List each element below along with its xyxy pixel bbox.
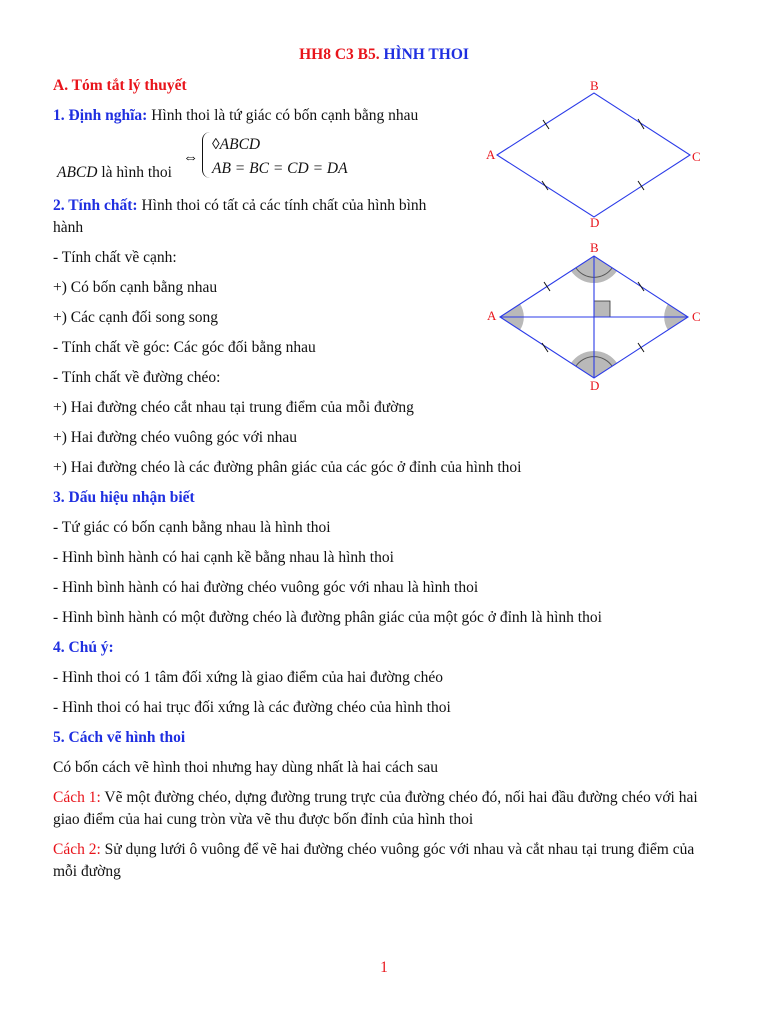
sign-item: - Tứ giác có bốn cạnh bằng nhau là hình thoi (53, 519, 331, 536)
condition-brace (202, 132, 211, 178)
property-item: +) Hai đường chéo vuông góc với nhau (53, 429, 298, 446)
condition-equal-sides: AB = BC = CD = DA (212, 160, 348, 177)
properties-text-cont: hành (53, 219, 84, 236)
property-item: - Tính chất về cạnh: (53, 249, 177, 266)
definition-line (53, 106, 418, 126)
title-topic: HÌNH THOI (383, 46, 469, 63)
method-1-label: Cách 1: (53, 789, 101, 806)
rhombus-figure (480, 75, 720, 235)
vertex-label-a: A (487, 308, 497, 323)
vertex-label-c: C (692, 309, 701, 324)
properties-line (53, 196, 426, 216)
drawing-method-2 (53, 839, 721, 883)
property-item: +) Hai đường chéo là các đường phân giác của các góc ở đỉnh của hình thoi (53, 459, 522, 476)
properties-text: Hình thoi có tất cả các tính chất của hình bình (141, 197, 427, 214)
tick-dc (638, 343, 644, 352)
note-item: - Hình thoi có 1 tâm đối xứng là giao điểm của hai đường chéo (53, 669, 444, 686)
signs-heading: 3. Dấu hiệu nhận biết (53, 489, 195, 506)
vertex-label-b: B (590, 78, 599, 93)
rhombus-diagonals-figure (480, 238, 720, 398)
method-1-text: Vẽ một đường chéo, dựng đường trung trực của đường chéo đó, nối hai đầu đường chéo với hai giao điểm của hai cung tròn vừa vẽ thu được bốn đỉnh của hình thoi (53, 789, 698, 828)
tick-ad (542, 181, 548, 190)
properties-heading: 2. Tính chất: (53, 197, 138, 214)
right-angle-mark (594, 301, 610, 317)
section-a-heading: A. Tóm tắt lý thuyết (53, 77, 187, 94)
tick-bc (638, 119, 644, 129)
property-item: +) Có bốn cạnh bằng nhau (53, 279, 218, 296)
definition-lhs (57, 163, 172, 183)
vertex-label-d: D (590, 215, 600, 230)
vertex-label-a: A (486, 147, 496, 162)
method-2-text: Sử dụng lưới ô vuông để vẽ hai đường chéo vuông góc với nhau và cắt nhau tại trung điểm của mỗi đường (53, 841, 695, 880)
title-code: HH8 C3 B5. (299, 46, 380, 63)
property-item: - Tính chất về đường chéo: (53, 369, 221, 386)
document-title (0, 45, 768, 65)
sign-item: - Hình bình hành có hai đường chéo vuông góc với nhau là hình thoi (53, 579, 479, 596)
definition-lhs-text: là hình thoi (97, 164, 172, 181)
tick-bc (638, 282, 644, 291)
definition-lhs-name: ABCD (57, 164, 98, 181)
tick-ab (544, 282, 550, 291)
drawing-heading: 5. Cách vẽ hình thoi (53, 729, 186, 746)
rhombus-outline (497, 93, 690, 217)
sign-item: - Hình bình hành có một đường chéo là đường phân giác của một góc ở đỉnh là hình thoi (53, 609, 602, 626)
property-item: - Tính chất về góc: Các góc đối bằng nhau (53, 339, 316, 356)
notes-heading: 4. Chú ý: (53, 639, 114, 656)
vertex-label-c: C (692, 149, 701, 164)
drawing-intro: Có bốn cách vẽ hình thoi nhưng hay dùng nhất là hai cách sau (53, 759, 439, 776)
definition-text: Hình thoi là tứ giác có bốn cạnh bằng nhau (151, 107, 419, 124)
property-item: +) Các cạnh đối song song (53, 309, 219, 326)
definition-heading: 1. Định nghĩa: (53, 107, 148, 124)
page-number: 1 (380, 959, 388, 976)
property-item: +) Hai đường chéo cắt nhau tại trung điểm của mỗi đường (53, 399, 414, 416)
equal-side-ticks (542, 119, 644, 190)
note-item: - Hình thoi có hai trục đối xứng là các đường chéo của hình thoi (53, 699, 451, 716)
drawing-method-1 (53, 787, 721, 831)
condition-quadrilateral: ◊ABCD (212, 136, 261, 153)
vertex-label-d: D (590, 378, 600, 393)
vertex-label-b: B (590, 240, 599, 255)
sign-item: - Hình bình hành có hai cạnh kề bằng nhau là hình thoi (53, 549, 394, 566)
iff-symbol: ⇔ (183, 149, 199, 166)
method-2-label: Cách 2: (53, 841, 101, 858)
